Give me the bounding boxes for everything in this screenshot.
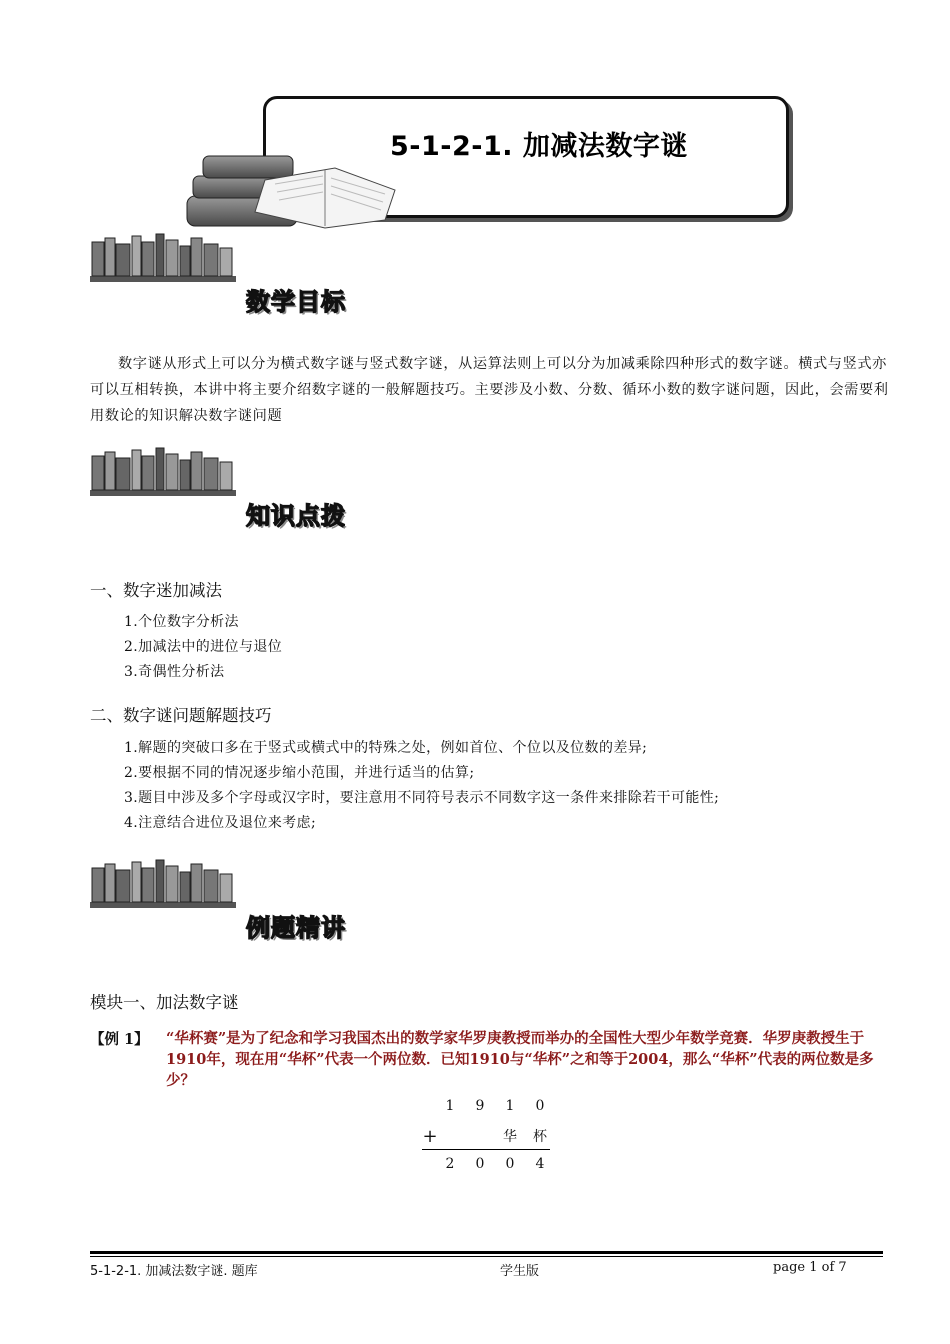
list-item: 1.个位数字分析法 (124, 614, 239, 630)
books-illustration (185, 150, 405, 232)
section-title-goal: 数学目标 (246, 288, 346, 316)
goal-paragraph: 数字谜从形式上可以分为横式数字谜与竖式数字谜，从运算法则上可以分为加减乘除四种形式的数字谜。横式与竖式亦可以互相转换，本讲中将主要介绍数字谜的一般解题技巧。主要涉及小数、分数、循环小数的数字谜问题，因此，会需要利用数论的知识解决数字谜问题 (90, 356, 889, 424)
section-title-examples: 例题精讲 (246, 914, 346, 942)
footer-doc-name: 5-1-2-1. 加减法数字谜. 题库 (90, 1264, 258, 1279)
knowledge-list-1 (124, 610, 282, 685)
plus-sign: + (422, 1126, 438, 1147)
list-item: 2.加减法中的进位与退位 (124, 639, 283, 655)
addend-digit: 1 (505, 1098, 515, 1114)
result-digit: 0 (505, 1156, 515, 1172)
knowledge-list-2 (124, 736, 719, 836)
module-heading: 模块一、加法数字谜 (90, 993, 239, 1012)
knowledge-heading-1: 一、数字迷加减法 (90, 581, 222, 600)
bookshelf-icon (90, 858, 240, 910)
list-item: 3.奇偶性分析法 (124, 664, 225, 680)
section-banner-examples (90, 858, 380, 958)
footer-rule-thin (90, 1256, 883, 1257)
addend-char: 华 (503, 1129, 517, 1145)
section-banner-goal (90, 232, 380, 332)
footer-rule (90, 1251, 883, 1254)
list-item: 2.要根据不同的情况逐步缩小范围，并进行适当的估算; (124, 765, 475, 781)
bookshelf-icon (90, 232, 240, 284)
list-item: 1.解题的突破口多在于竖式或横式中的特殊之处，例如首位、个位以及位数的差异; (124, 740, 648, 756)
list-item: 4.注意结合进位及退位来考虑; (124, 815, 317, 831)
vertical-addition (420, 1094, 560, 1184)
addend-digit: 0 (535, 1098, 545, 1114)
footer-page-number: page 1 of 7 (773, 1260, 847, 1275)
section-title-knowledge: 知识点拨 (246, 502, 346, 530)
result-digit: 2 (445, 1156, 455, 1172)
section-banner-knowledge (90, 446, 380, 546)
result-digit: 4 (535, 1156, 545, 1172)
page-title: 5-1-2-1. 加减法数字谜 (390, 131, 688, 162)
example-tag: 【例 1】 (90, 1031, 149, 1048)
addend-digit: 9 (475, 1098, 485, 1114)
bookshelf-icon (90, 446, 240, 498)
addend-char: 杯 (533, 1129, 547, 1145)
addend-digit: 1 (445, 1098, 455, 1114)
example-question: “华杯赛”是为了纪念和学习我国杰出的数学家华罗庚教授而举办的全国性大型少年数学竞赛．华罗庚教授生于1910年，现在用“华杯”代表一个两位数．已知1910与“华杯”之和等于2004，那么“华杯”代表的两位数是多少？ (166, 1030, 874, 1089)
knowledge-heading-2: 二、数字谜问题解题技巧 (90, 706, 272, 725)
list-item: 3.题目中涉及多个字母或汉字时，要注意用不同符号表示不同数字这一条件来排除若干可能性; (124, 790, 720, 806)
footer-edition: 学生版 (500, 1264, 540, 1279)
result-digit: 0 (475, 1156, 485, 1172)
sum-line (422, 1149, 550, 1150)
